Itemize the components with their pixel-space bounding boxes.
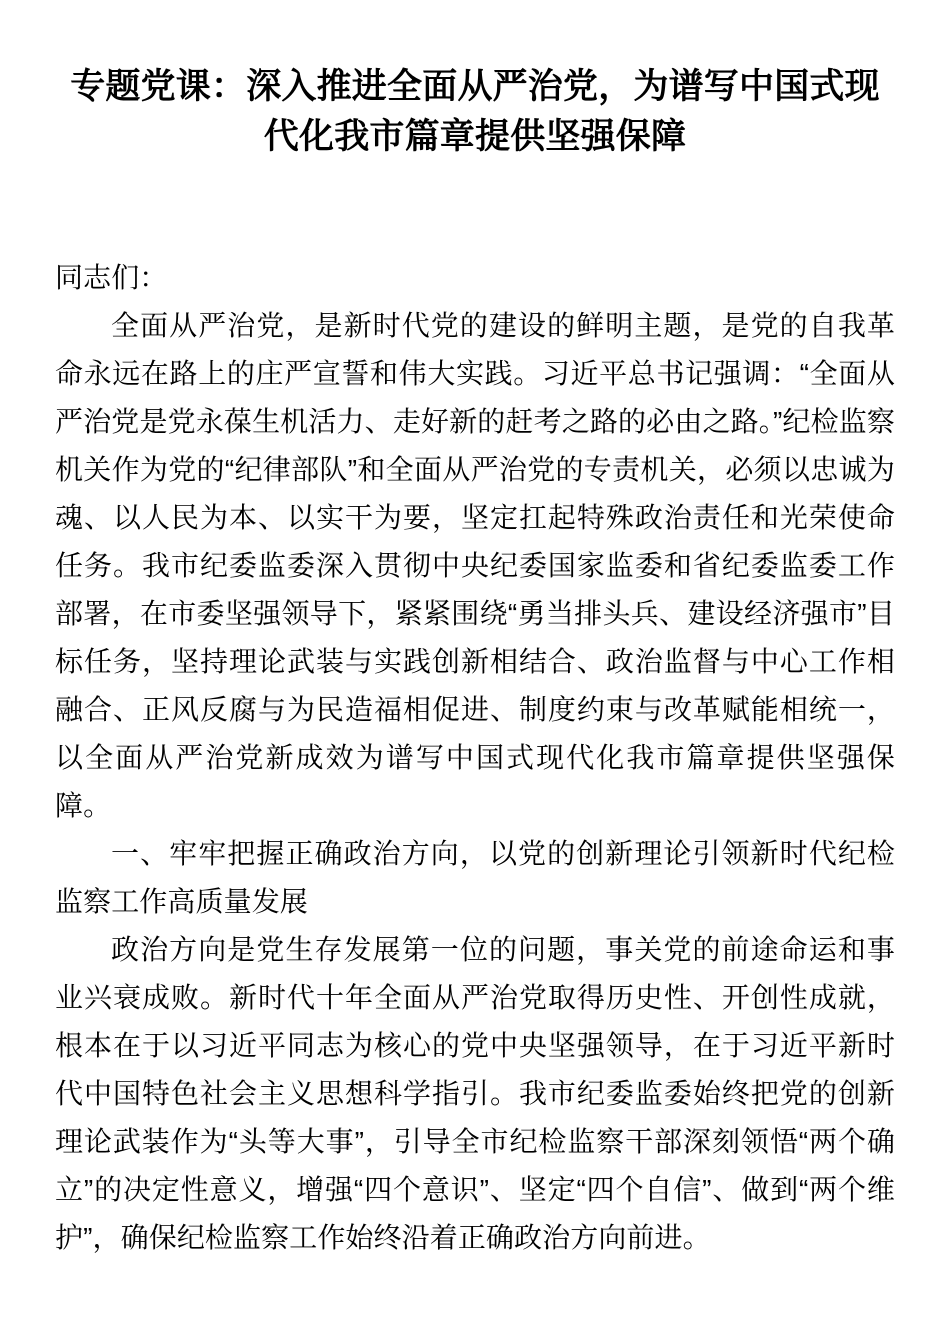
salutation-line: 同志们：: [55, 262, 168, 293]
document-title: 专题党课：深入推进全面从严治党，为谱写中国式现代化我市篇章提供坚强保障: [70, 67, 880, 156]
title-body-spacer: [0, 162, 950, 202]
paragraph-opening: 全面从严治党，是新时代党的建设的鲜明主题，是党的自我革命永远在路上的庄严宣誓和伟大实践。习近平总书记强调：“全面从严治党是党永葆生机活力、走好新的赶考之路的必由之路。”纪检监察机关作为党的“纪律部队”和全面从严治党的专责机关，必须以忠诚为魂、以人民为本、以实干为要，坚定扛起特殊政治责任和光荣使命任务。我市纪委监委深入贯彻中央纪委国家监委和省纪委监委工作部署，在市委坚强领导下，紧紧围绕“勇当排头兵、建设经济强市”目标任务，坚持理论武装与实践创新相结合、政治监督与中心工作相融合、正风反腐与为民造福相促进、制度约束与改革赋能相统一，以全面从严治党新成效为谱写中国式现代化我市篇章提供坚强保障。: [55, 310, 895, 821]
document-body: [0, 254, 950, 1262]
paragraph-section-1-body: 政治方向是党生存发展第一位的问题，事关党的前途命运和事业兴衰成败。新时代十年全面从严治党取得历史性、开创性成就，根本在于以习近平同志为核心的党中央坚强领导，在于习近平新时代中国特色社会主义思想科学指引。我市纪委监委始终把党的创新理论武装作为“头等大事”，引导全市纪检监察干部深刻领悟“两个确立”的决定性意义，增强“四个意识”、坚定“四个自信”、做到“两个维护”，确保纪检监察工作始终沿着正确政治方向前进。: [55, 934, 895, 1253]
section-heading-1: 一、牢牢把握正确政治方向，以党的创新理论引领新时代纪检监察工作高质量发展: [55, 838, 895, 917]
